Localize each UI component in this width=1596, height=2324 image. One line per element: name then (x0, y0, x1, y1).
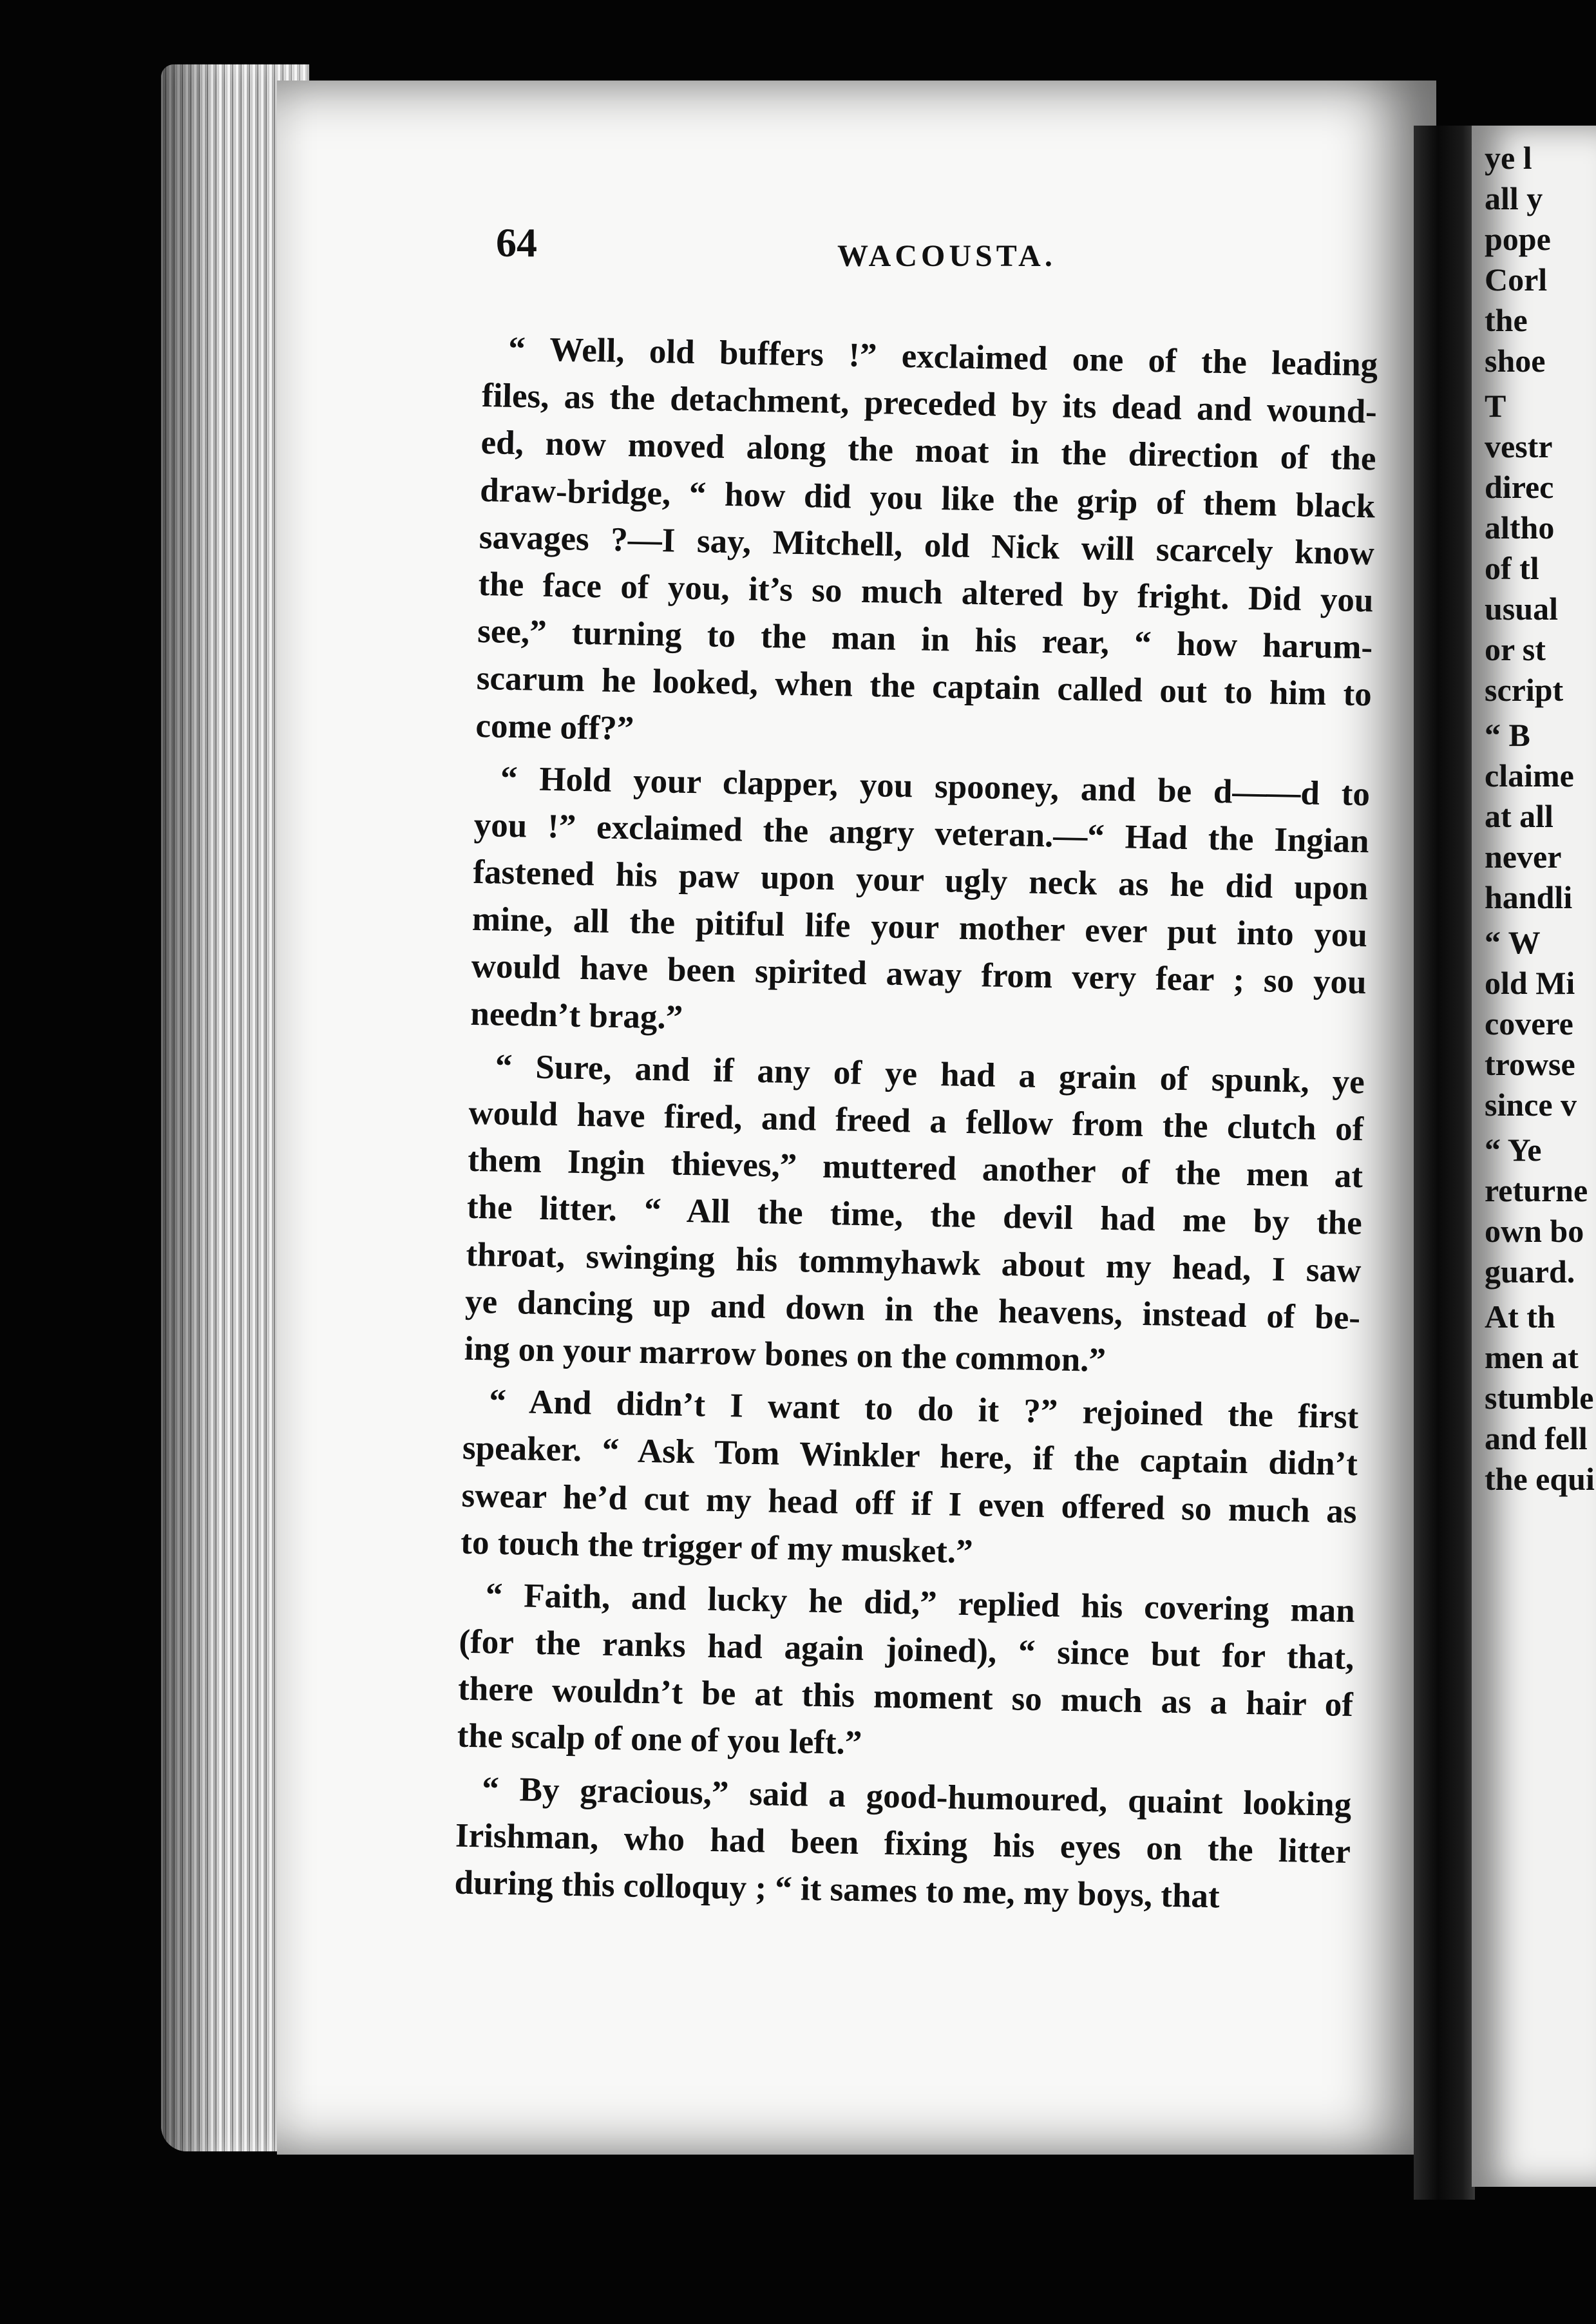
text-line: ing on your marrow bones on the common.” (464, 1329, 1107, 1379)
text-line: needn’t brag.” (470, 995, 683, 1036)
facing-page-fragment: returne (1485, 1172, 1588, 1208)
facing-page-fragment: guard. (1485, 1253, 1575, 1290)
text-line: mine, all the pitiful life your mother ever put into you (471, 900, 1368, 955)
text-line: there wouldn’t be at this moment so much as a hair of (457, 1670, 1354, 1724)
text-line: ye dancing up and down in the heavens, instead of be- (464, 1282, 1361, 1337)
paragraph (457, 1572, 1355, 1776)
text-line: “ Faith, and lucky he did,” replied his covering man (485, 1576, 1356, 1630)
facing-page-fragment: claime (1485, 757, 1574, 794)
body-text (454, 325, 1378, 1928)
text-line: the face of you, it’s so much altered by fright. Did you (478, 565, 1374, 620)
facing-page-fragment: of tl (1485, 550, 1539, 586)
facing-page-fragment: trowse (1485, 1046, 1575, 1082)
facing-page-fragment: “ W (1485, 924, 1541, 960)
facing-page-fragment: covere (1485, 1005, 1573, 1042)
paragraph (464, 1043, 1365, 1389)
text-line: savages ?—I say, Mitchell, old Nick will scarcely know (479, 518, 1375, 573)
facing-page-fragment: pope (1485, 221, 1551, 257)
facing-page-fragment: At th (1485, 1299, 1555, 1335)
text-line: swear he’d cut my head off if I even offered so much as (461, 1476, 1358, 1530)
facing-page (1472, 126, 1596, 2187)
text-line: the scalp of one of you left.” (457, 1717, 862, 1762)
text-line: “ Hold your clapper, you spooney, and be d——d to (500, 759, 1371, 814)
text-line: see,” turning to the man in his rear, “ how harum- (477, 613, 1373, 667)
facing-page-fragment: the (1485, 302, 1528, 338)
facing-page-fragment: vestr (1485, 428, 1553, 464)
facing-page-fragment: or st (1485, 631, 1546, 667)
paragraph (461, 1378, 1359, 1583)
text-line: speaker. “ Ask Tom Winkler here, if the captain didn’t (462, 1429, 1358, 1483)
paragraph (470, 755, 1371, 1054)
text-line: Irishman, who had been fixing his eyes on the litter (455, 1816, 1351, 1871)
text-line: during this colloquy ; “ it sames to me, my boys, that (454, 1863, 1221, 1916)
facing-page-fragment: stumble (1485, 1380, 1594, 1416)
facing-page-fragment: ye l (1485, 140, 1532, 176)
facing-page-fragment: since v (1485, 1087, 1577, 1123)
text-line: “ Sure, and if any of ye had a grain of spunk, ye (495, 1047, 1365, 1101)
facing-page-fragment: the equi (1485, 1461, 1595, 1497)
text-line: them Ingin thieves,” muttered another of the men at (467, 1141, 1363, 1195)
text-line: would have fired, and freed a fellow from the clutch of (468, 1094, 1364, 1148)
paragraph (475, 325, 1378, 766)
facing-page-fragment: altho (1485, 510, 1555, 546)
text-line: ed, now moved along the moat in the direction of the (480, 424, 1376, 478)
text-line: (for the ranks had again joined), “ since but for that, (459, 1623, 1354, 1677)
text-line: “ By gracious,” said a good-humoured, quaint looking (481, 1769, 1352, 1824)
page-number: 64 (496, 220, 537, 265)
text-line: would have been spirited away from very fear ; so you (471, 948, 1367, 1002)
facing-page-fragment: usual (1485, 591, 1558, 627)
text-line: “ Well, old buffers !” exclaimed one of the leading (508, 330, 1378, 384)
text-line: the litter. “ All the time, the devil had me by the (466, 1188, 1363, 1243)
facing-page-fragment: never (1485, 839, 1562, 875)
text-line: you !” exclaimed the angry veteran.—“ Had the Ingian (473, 806, 1370, 861)
text-line: fastened his paw upon your ugly neck as he did upon (472, 853, 1369, 908)
facing-page-fragment: direc (1485, 469, 1554, 505)
facing-page-fragment: script (1485, 672, 1564, 708)
text-line: files, as the detachment, preceded by its dead and wound- (481, 377, 1378, 431)
text-line: throat, swinging his tommyhawk about my head, I saw (466, 1235, 1362, 1290)
text-line: scarum he looked, when the captain called out to him to (476, 660, 1373, 714)
facing-page-fragment: T (1485, 388, 1506, 424)
running-head: WACOUSTA. (837, 239, 1056, 273)
facing-page-fragment: Corl (1485, 262, 1548, 298)
paragraph (454, 1765, 1352, 1923)
facing-page-fragment: men at (1485, 1339, 1579, 1375)
page-edge-shadow (161, 64, 219, 2151)
text-line: draw-bridge, “ how did you like the grip of them black (479, 471, 1376, 525)
facing-page-fragment: shoe (1485, 343, 1546, 379)
facing-page-fragment: old Mi (1485, 965, 1575, 1001)
facing-page-fragment: at all (1485, 798, 1553, 834)
facing-page-fragment: handli (1485, 879, 1573, 915)
text-line: come off?” (475, 707, 634, 747)
text-line: “ And didn’t I want to do it ?” rejoined the first (488, 1382, 1359, 1436)
facing-page-fragment: “ Ye (1485, 1132, 1542, 1168)
book-gutter (1414, 126, 1475, 2200)
facing-page-fragment: all y (1485, 180, 1543, 216)
facing-page-fragment: and fell (1485, 1420, 1588, 1456)
text-line: to touch the trigger of my musket.” (460, 1523, 974, 1570)
facing-page-fragment: “ B (1485, 717, 1530, 753)
facing-page-fragment: own bo (1485, 1213, 1584, 1249)
